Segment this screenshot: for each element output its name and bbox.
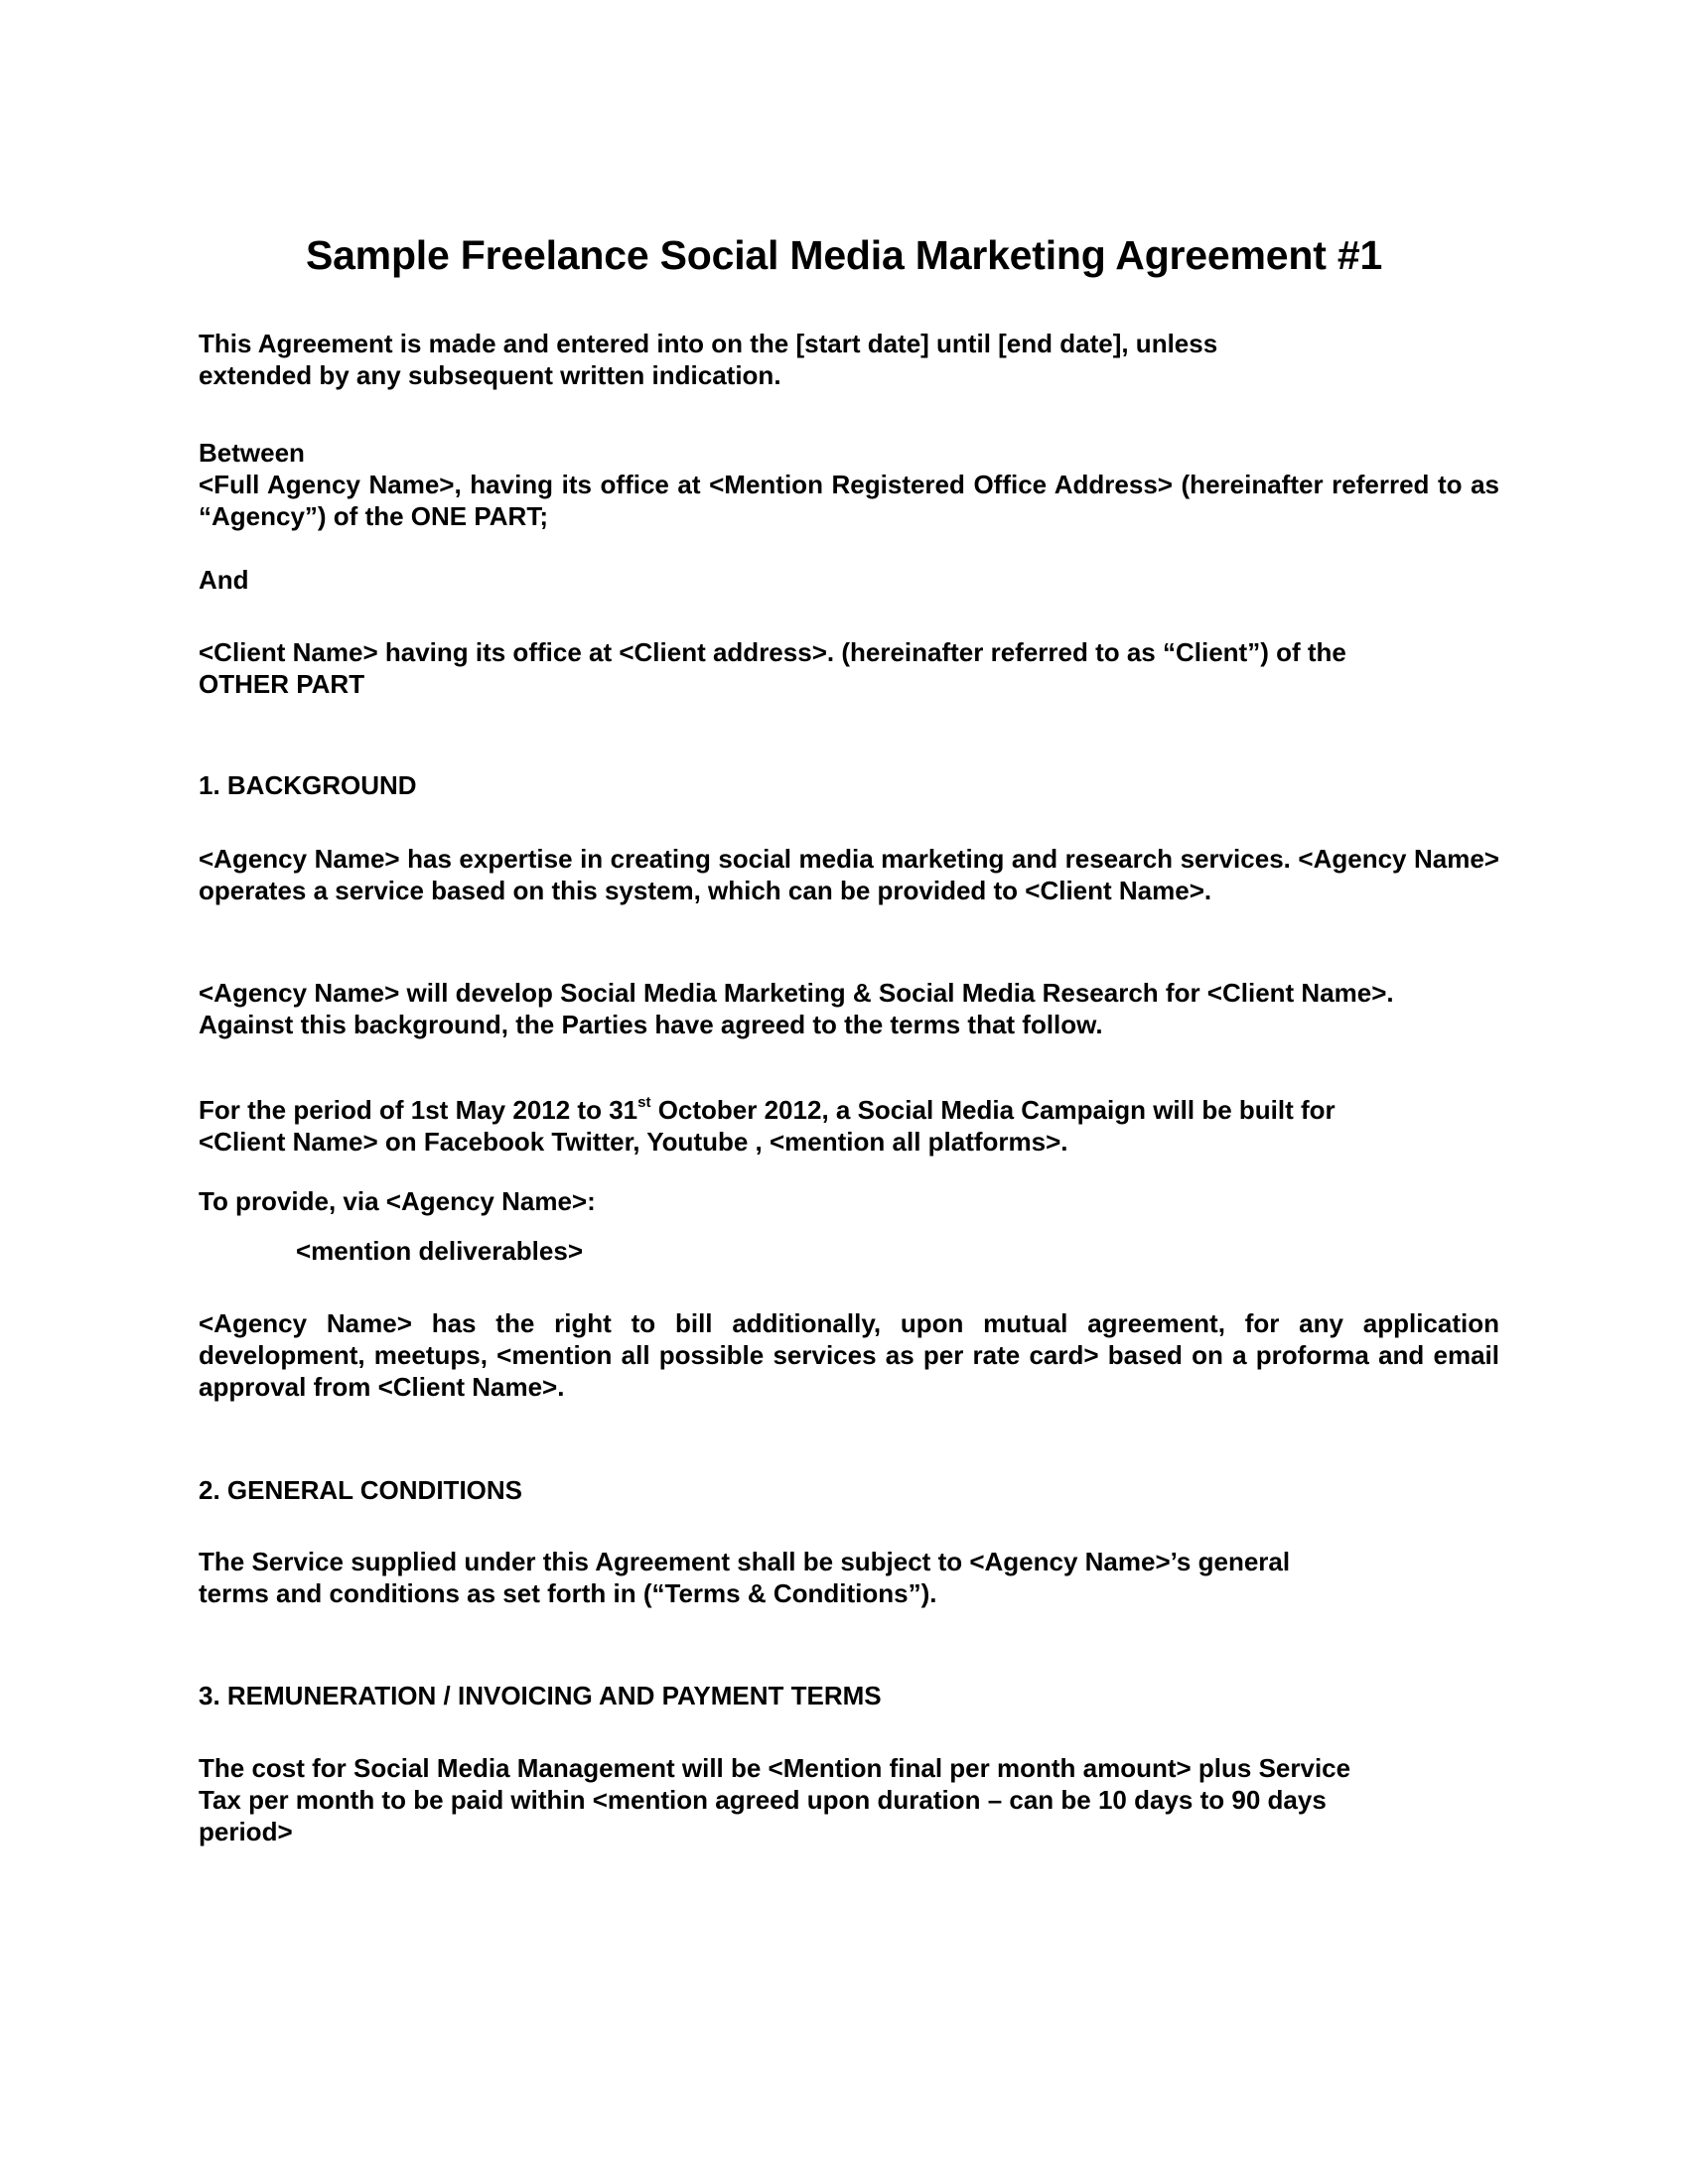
billing-paragraph: <Agency Name> has the right to bill additionally, upon mutual agreement, for any application development, meetups, <mention all possible services as per rate card> based on a proforma and email approval from <Client Name>.: [199, 1308, 1499, 1402]
client-clause-line-1: <Client Name> having its office at <Client address>. (hereinafter referred to as “Client”) of the: [199, 637, 1346, 667]
client-clause-line-2: OTHER PART: [199, 669, 365, 699]
section-heading-remuneration: 3. REMUNERATION / INVOICING AND PAYMENT TERMS: [199, 1681, 882, 1710]
campaign-period-line-1: [199, 1094, 1499, 1126]
agency-party-clause: <Full Agency Name>, having its office at <Mention Registered Office Address> (hereinafter referred to as “Agency”) of the ONE PART;: [199, 470, 1499, 531]
general-conditions-paragraph: [199, 1546, 1499, 1609]
background-para2-line-2: Against this background, the Parties have agreed to the terms that follow.: [199, 1010, 1103, 1039]
remuneration-paragraph: [199, 1752, 1499, 1847]
period-text-pre: For the period of 1st May 2012 to 31: [199, 1095, 638, 1125]
remuneration-line-3: period>: [199, 1817, 293, 1846]
general-line-1: The Service supplied under this Agreement shall be subject to <Agency Name>’s general: [199, 1547, 1291, 1576]
provide-label: To provide, via <Agency Name>:: [199, 1186, 596, 1216]
background-para2-line-1: <Agency Name> will develop Social Media Marketing & Social Media Research for <Client Name>.: [199, 978, 1394, 1008]
remuneration-line-1: The cost for Social Media Management will be <Mention final per month amount> plus Service: [199, 1753, 1351, 1783]
intro-line-1: This Agreement is made and entered into on the [start date] until [end date], unless: [199, 329, 1218, 358]
deliverables-placeholder: <mention deliverables>: [296, 1236, 584, 1266]
section-heading-general-conditions: 2. GENERAL CONDITIONS: [199, 1475, 523, 1505]
section-heading-background: 1. BACKGROUND: [199, 770, 417, 800]
intro-paragraph: [199, 328, 1499, 391]
remuneration-line-2: Tax per month to be paid within <mention agreed upon duration – can be 10 days to 90 days: [199, 1785, 1327, 1815]
client-party-clause: [199, 636, 1499, 700]
background-paragraph-2: [199, 977, 1499, 1040]
general-line-2: terms and conditions as set forth in (“Terms & Conditions”).: [199, 1578, 937, 1608]
ordinal-suffix: st: [637, 1094, 651, 1112]
background-paragraph-1: <Agency Name> has expertise in creating social media marketing and research services. <Agency Name> operates a service based on this system, which can be provided to <Client Name>.: [199, 844, 1499, 905]
campaign-period-line-2: <Client Name> on Facebook Twitter, Youtube , <mention all platforms>.: [199, 1127, 1068, 1157]
document-title: Sample Freelance Social Media Marketing Agreement #1: [305, 232, 1383, 278]
period-text-post: October 2012, a Social Media Campaign will be built for: [650, 1095, 1336, 1125]
campaign-period-paragraph: [199, 1094, 1499, 1158]
and-label: And: [199, 565, 249, 595]
between-label: Between: [199, 438, 305, 468]
intro-line-2: extended by any subsequent written indication.: [199, 360, 781, 390]
